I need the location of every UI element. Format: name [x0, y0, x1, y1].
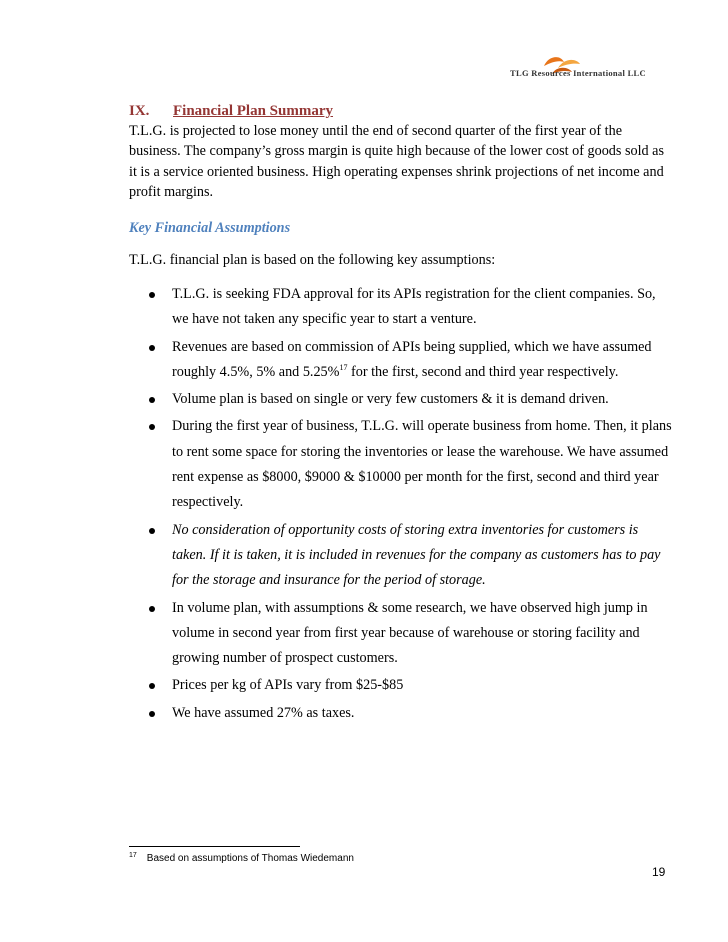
- section-title: Financial Plan Summary: [173, 103, 334, 119]
- list-item-text: No consideration of opportunity costs of storing extra inventories for customers is taken. If it is taken, it is included in revenues for the company as customers has to pay for the storage and insurance for the period of storage.: [172, 521, 661, 589]
- bullet-icon: [149, 397, 155, 403]
- list-item: [129, 673, 674, 698]
- list-item: [129, 701, 674, 726]
- section-heading: [129, 103, 333, 120]
- company-logo: [498, 52, 668, 84]
- list-item: [129, 518, 674, 594]
- list-item-text: T.L.G. is seeking FDA approval for its APIs registration for the client companies. So, we have not taken any specific year to start a venture.: [172, 286, 656, 328]
- footnote-number: 17: [129, 852, 137, 859]
- list-item-text: Volume plan is based on single or very few customers & it is demand driven.: [172, 391, 609, 408]
- bullet-icon: [149, 683, 155, 689]
- section-number: IX.: [129, 103, 150, 119]
- bullet-icon: [149, 424, 155, 430]
- list-item-text: In volume plan, with assumptions & some research, we have observed high jump in volume in second year from first year because of warehouse or storing facility and growing number of prospect customers.: [172, 599, 648, 667]
- logo-text: TLG Resources International LLC: [510, 68, 646, 78]
- bullet-icon: [149, 711, 155, 717]
- list-item-text: for the first, second and third year respectively.: [347, 363, 619, 380]
- list-item: [129, 596, 674, 672]
- list-item: [129, 282, 674, 333]
- assumptions-list: [129, 282, 674, 728]
- footnote-text: Based on assumptions of Thomas Wiedemann: [146, 853, 354, 864]
- list-item: [129, 335, 674, 386]
- bullet-icon: [149, 606, 155, 612]
- list-item-text: Revenues are based on commission of APIs being supplied, which we have assumed roughly 4.5%, 5% and 5.25%: [172, 338, 652, 380]
- list-item: [129, 414, 674, 515]
- page-number: 19: [652, 865, 666, 879]
- list-item: [129, 387, 674, 412]
- footnote-divider: [129, 846, 300, 847]
- assumptions-lead: T.L.G. financial plan is based on the following key assumptions:: [129, 252, 496, 268]
- footnote: [129, 852, 354, 864]
- intro-paragraph: T.L.G. is projected to lose money until the end of second quarter of the first year of the business. The company’s gross margin is quite high because of the lower cost of goods sold as it is a service oriented business. High operating expenses shrink projections of net income and profit margins.: [129, 123, 664, 201]
- list-item-text: Prices per kg of APIs vary from $25-$85: [172, 677, 404, 694]
- bullet-icon: [149, 292, 155, 298]
- bullet-icon: [149, 345, 155, 351]
- subheading-key-assumptions: Key Financial Assumptions: [129, 220, 291, 236]
- list-item-text: During the first year of business, T.L.G. will operate business from home. Then, it plans to rent some space for storing the inventories or lease the warehouse. We have assumed rent expense as $8000, $9000 & $10000 per month for the first, second and third year respectively.: [172, 418, 672, 511]
- bullet-icon: [149, 528, 155, 534]
- footnote-reference[interactable]: 17: [339, 362, 348, 372]
- list-item-text: We have assumed 27% as taxes.: [172, 704, 355, 721]
